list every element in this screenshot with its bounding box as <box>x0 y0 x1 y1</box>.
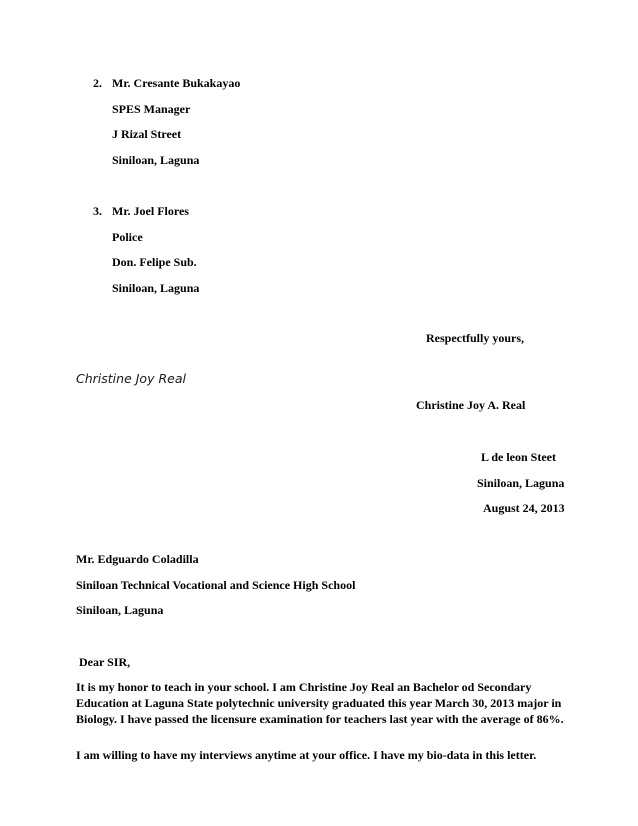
reference-3-name: Mr. Joel Flores <box>112 204 189 218</box>
recipient-city: Siniloan, Laguna <box>76 603 164 617</box>
reference-3-city: Siniloan, Laguna <box>112 281 200 295</box>
reference-2-name: Mr. Cresante Bukakayao <box>112 76 241 90</box>
closing: Respectfully yours, <box>426 331 524 345</box>
signer-name: Christine Joy A. Real <box>416 398 526 412</box>
reference-2-city: Siniloan, Laguna <box>112 153 200 167</box>
salutation: Dear SIR, <box>79 655 131 669</box>
signature: Christine Joy Real <box>76 371 186 386</box>
reference-2-street: J Rizal Street <box>112 127 182 141</box>
reference-3-title: Police <box>112 230 143 244</box>
body-paragraph-1: It is my honor to teach in your school. I am Christine Joy Real an Bachelor od Secondary Education at Laguna State polytechnic university graduated this year March 30, 2013 major in Biology. I have passed the licensure examination for teachers last year with the average of 86%. <box>76 680 564 726</box>
reference-2-number: 2. <box>93 76 102 90</box>
reference-2-title: SPES Manager <box>112 102 191 116</box>
sender-street: L de leon Steet <box>481 450 556 464</box>
recipient-name: Mr. Edguardo Coladilla <box>76 552 199 566</box>
reference-3-number: 3. <box>93 204 102 218</box>
letter-date: August 24, 2013 <box>483 501 565 515</box>
recipient-school: Siniloan Technical Vocational and Science High School <box>76 578 356 592</box>
sender-city: Siniloan, Laguna <box>477 476 565 490</box>
body-paragraph-2: I am willing to have my interviews anytime at your office. I have my bio-data in this letter. <box>76 748 537 762</box>
reference-3-street: Don. Felipe Sub. <box>112 255 197 269</box>
